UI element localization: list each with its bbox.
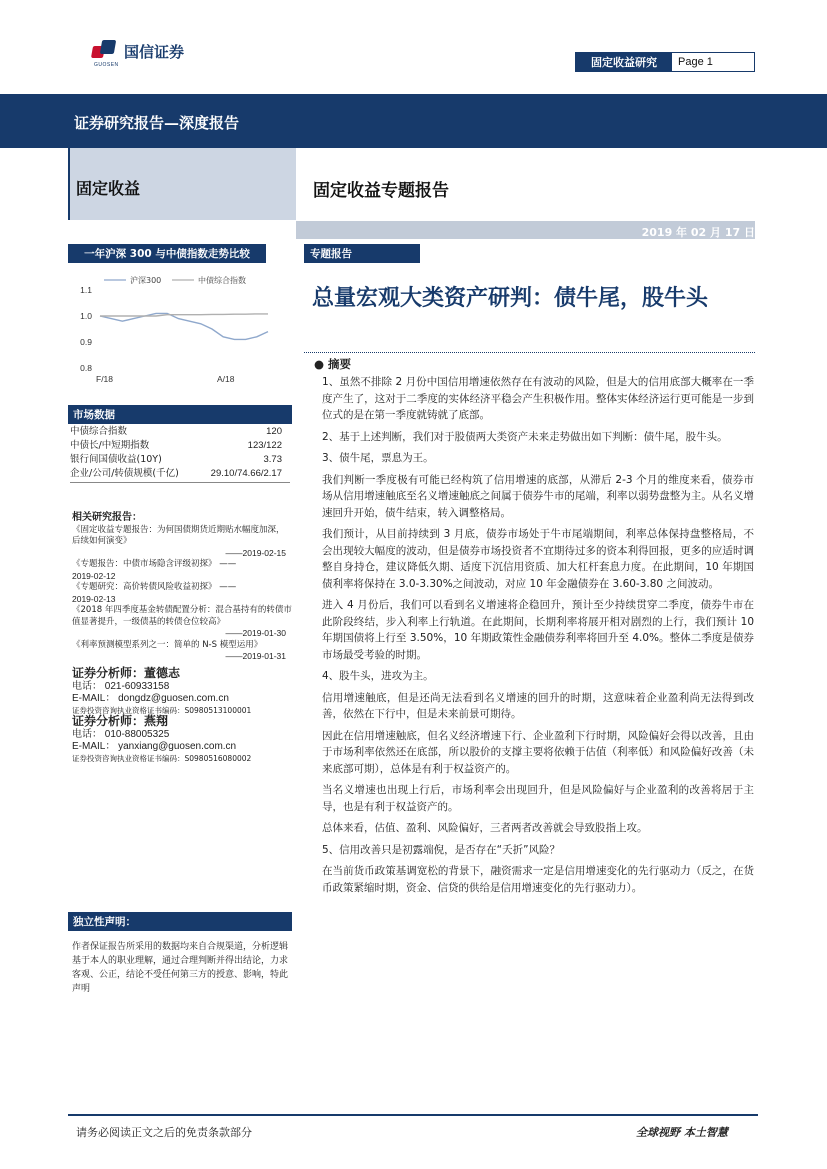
series-line [100,313,268,339]
report-date: 2019 年 02 月 17 日 [641,226,755,239]
paragraph: 4、股牛头，进攻为主。 [322,670,434,682]
analyst-cert: 证券投资咨询执业资格证书编码：S0980516080002 [72,754,252,763]
abstract-body [322,374,754,901]
paragraph: 因此在信用增速触底，但名义经济增速下行、企业盈利下行时期，风险偏好会得以改善，且由于市场利率依然还在底部，所以股价的支撑主要将依赖于估值（利率低）和风险偏好改善（未来底部可期），总体是有利于权益资产的。 [322,729,754,775]
related-date: 2019-02-12 [72,570,116,581]
report-series-title: 证券研究报告—深度报告 [74,114,240,132]
paragraph: 信用增速触底，但是还尚无法看到名义增速的回升的时期，这意味着企业盈利尚无法得到改善，依然在下行中，但是未来前景可期待。 [322,691,754,720]
independence-text: 作者保证报告所采用的数据均来自合规渠道，分析逻辑基于本人的职业理解，通过合理判断并得出结论，力求客观、公正，结论不受任何第三方的授意、影响，特此声明 [72,942,289,994]
logo-text: 国信证券 [124,42,185,61]
abstract-rule [304,352,755,353]
footer-slogan: 全球视野 本土智慧 [636,1126,728,1139]
paragraph: 我们预计，从目前持续到 3 月底，债券市场处于牛市尾端期间，利率总体保持盘整格局，不会出现较大幅度的波动，但是债券市场投资者不宜期待过多的资本利得回报，更多的应适时调整自身持仓，建议降低久期、适度下沉信用资质、加大杠杆套息力度。在此期间，10 年期国债利率将保持在 3.0-3.30%之间波动，对应 10 年金融债券在 3.60-3.80 之间波动。 [322,528,754,590]
analyst-block [72,666,292,716]
analyst-cert: 证券投资咨询执业资格证书编码：S0980513100001 [72,706,252,715]
x-tick-label: A/18 [216,374,235,384]
logo-mark-icon [92,40,118,62]
related-reports [72,512,292,663]
y-tick-label: 0.9 [80,337,92,347]
table-row [70,425,290,439]
paragraph: 当名义增速也出现上行后，市场利率会出现回升，但是风险偏好与企业盈利的改善将居于主导，也是有利于权益资产的。 [322,784,754,813]
row-label: 中债长/中短期指数 [70,440,150,451]
related-header: 相关研究报告： [72,512,142,523]
analyst-name: 证券分析师：董德志 [72,666,181,680]
chart-header: 一年沪深 300 与中债指数走势比较 [68,244,266,263]
footer-rule [68,1114,758,1116]
report-tag: 专题报告 [304,244,420,263]
related-title: 《专题报告：中债市场隐含评级初探》 —— [72,559,237,569]
related-title: 《2018 年四季度基金转债配置分析：混合基持有的转债市值显著提升，一级债基的转债仓位较高》 [72,605,292,627]
related-date: ——2019-01-30 [225,628,286,638]
index-comparison-chart [68,266,278,390]
y-tick-label: 0.8 [80,363,92,373]
legend-label: 沪深300 [130,276,162,285]
page-number: Page 1 [678,56,713,68]
row-value: 29.10/74.66/2.17 [210,468,282,479]
research-category: 固定收益研究 [576,53,672,71]
report-title: 总量宏观大类资产研判：债牛尾，股牛头 [312,285,709,311]
row-value: 123/122 [247,440,282,451]
analyst-phone: 电话： 010-88005325 [72,729,170,740]
market-data-header: 市场数据 [68,405,292,424]
company-logo [92,40,184,62]
paragraph: 在当前货币政策基调宽松的背景下，融资需求一定是信用增速变化的先行驱动力（反之，在货币政策紧缩时期，资金、信贷的供给是信用增速变化的先行驱动力）。 [322,865,754,894]
related-date: ——2019-02-15 [225,547,286,558]
analyst-email[interactable]: E-MAIL： dongdz@guosen.com.cn [72,693,229,704]
row-value: 3.73 [263,454,282,465]
abstract-header: ● 摘要 [314,357,352,371]
analyst-block [72,714,292,764]
paragraph: 我们判断一季度极有可能已经构筑了信用增速的底部，从滞后 2-3 个月的维度来看，债券市场从信用增速触底至名义增速触底之间属于债券牛市的尾端，利率以弱势盘整为主。从名义增速回升开始，债牛结束，转入调整格局。 [322,473,754,519]
footer-disclaimer: 请务必阅读正文之后的免责条款部分 [76,1126,252,1139]
logo-subtext: GUOSEN [94,62,119,68]
series-line [100,314,268,316]
y-tick-label: 1.0 [80,311,92,321]
table-row [70,467,290,481]
paragraph: 进入 4 月份后，我们可以看到名义增速将企稳回升，预计至少持续贯穿二季度，债券牛市在此阶段终结，步入利率上行轨道。在此期间，长期利率将展开相对剧烈的上行，我们预计 10 年期国债将上行至 3.50%，10 年期政策性金融债券利率将回升至 4.0%。整体二季度是债券市场最受考验的时期。 [322,599,754,661]
analyst-phone: 电话： 021-60933158 [72,681,170,692]
paragraph: 5、信用改善只是初露端倪，是否存在“夭折”风险？ [322,843,561,856]
analyst-email[interactable]: E-MAIL： yanxiang@guosen.com.cn [72,741,237,752]
row-value: 120 [266,426,282,437]
legend-label: 中债综合指数 [198,276,246,285]
related-date: 2019-02-13 [72,593,116,604]
y-tick-label: 1.1 [80,285,92,295]
row-label: 中债综合指数 [70,426,128,437]
paragraph: 总体来看，估值、盈利、风险偏好，三者两者改善就会导致股指上攻。 [322,822,648,834]
related-title: 《利率预测模型系列之一：简单的 N-S 模型运用》 [72,639,263,650]
related-item [72,525,292,548]
table-row [70,439,290,453]
related-title: 《专题研究：高价转债风险收益初探》 —— [72,582,237,592]
related-title: 《固定收益专题报告：为何国债期货近期贴水幅度加深，后续如何演变》 [72,524,285,546]
table-rule [70,482,290,483]
row-label: 银行间国债收益(10Y) [70,454,162,465]
analyst-name: 证券分析师：燕翔 [72,714,169,728]
page-indicator [575,52,755,72]
sector-label: 固定收益 [76,179,141,198]
market-data-table [70,425,290,481]
independence-header: 独立性声明： [68,912,292,931]
table-row [70,453,290,467]
paragraph: 2、基于上述判断，我们对于股债两大类资产未来走势做出如下判断：债牛尾，股牛头。 [322,430,728,443]
report-type: 固定收益专题报告 [313,181,449,201]
paragraph: 1、虽然不排除 2 月份中国信用增速依然存在有波动的风险，但是大的信用底部大概率在一季度产生了，这对于二季度的实体经济平稳会产生积极作用。整体实体经济运行更可能是一步到位式的是在第一季度就铸就了底部。 [322,376,754,421]
x-tick-label: F/18 [96,374,114,384]
paragraph: 3、债牛尾，票息为王。 [322,452,434,464]
row-label: 企业/公司/转债规模(千亿) [70,468,179,479]
related-date: ——2019-01-31 [225,651,286,661]
